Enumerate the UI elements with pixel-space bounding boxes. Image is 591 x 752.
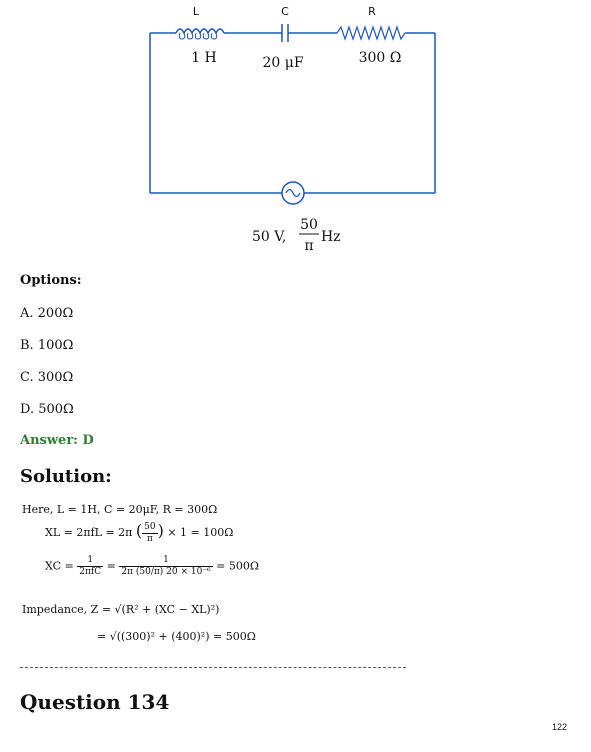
page-number: 122	[551, 722, 567, 732]
capacitor-label: C	[281, 5, 289, 18]
question-title: Question 134	[20, 690, 170, 714]
xl-lhs: XL = 2πfL = 2π	[45, 526, 133, 539]
option-d[interactable]: D. 500Ω	[20, 402, 74, 417]
xl-fraction: $\frac{50}{\pi}$	[144, 521, 156, 544]
xc-fraction-2: $\frac{1}{\text{2π (50/π) 20 × 10⁻⁶}}$	[121, 555, 211, 577]
solution-heading: Solution:	[20, 466, 112, 487]
xc-lhs: XC =	[45, 559, 74, 573]
solution-xl-line: XL = 2πfL = 2π ( $\frac{50}{\pi}$ ) × 1 = 100Ω	[45, 521, 234, 544]
option-a[interactable]: A. 200Ω	[20, 306, 74, 321]
circuit-diagram	[0, 0, 591, 260]
resistor-symbol	[337, 27, 405, 39]
solution-xc-line: XC = $\frac{1}{\text{2πfC}}$ = $\frac{1}{\text{2π (50/π) 20 × 10⁻⁶}}$ = 500Ω	[45, 555, 260, 577]
solution-impedance-result: = √((300)² + (400)²) = 500Ω	[97, 630, 256, 643]
inductor-label: L	[192, 5, 200, 18]
solution-given-line: Here, L = 1H, C = 20μF, R = 300Ω	[22, 503, 218, 516]
source-freq-unit: Hz	[321, 229, 341, 245]
resistor-label: R	[368, 5, 376, 18]
source-freq-numerator: 50	[300, 217, 318, 233]
solution-impedance-line: Impedance, Z = √(R² + (XC − XL)²)	[22, 603, 220, 616]
answer-text: Answer: D	[20, 433, 94, 448]
option-c[interactable]: C. 300Ω	[20, 370, 74, 385]
source-voltage: 50 V,	[252, 229, 287, 245]
xc-fraction-1: $\frac{1}{\text{2πfC}}$	[79, 555, 102, 577]
resistor-value: 300 Ω	[358, 50, 402, 66]
capacitor-symbol	[282, 24, 288, 42]
ac-source-symbol	[282, 182, 304, 204]
option-b[interactable]: B. 100Ω	[20, 338, 74, 353]
source-freq-denominator: π	[304, 238, 314, 254]
section-divider	[20, 667, 406, 668]
inductor-symbol	[176, 29, 224, 39]
options-heading: Options:	[20, 273, 82, 288]
xl-rhs: × 1 = 100Ω	[167, 526, 234, 539]
inductor-value: 1 H	[191, 50, 217, 66]
capacitor-value: 20 μF	[262, 55, 304, 71]
xc-rhs: = 500Ω	[216, 559, 260, 573]
